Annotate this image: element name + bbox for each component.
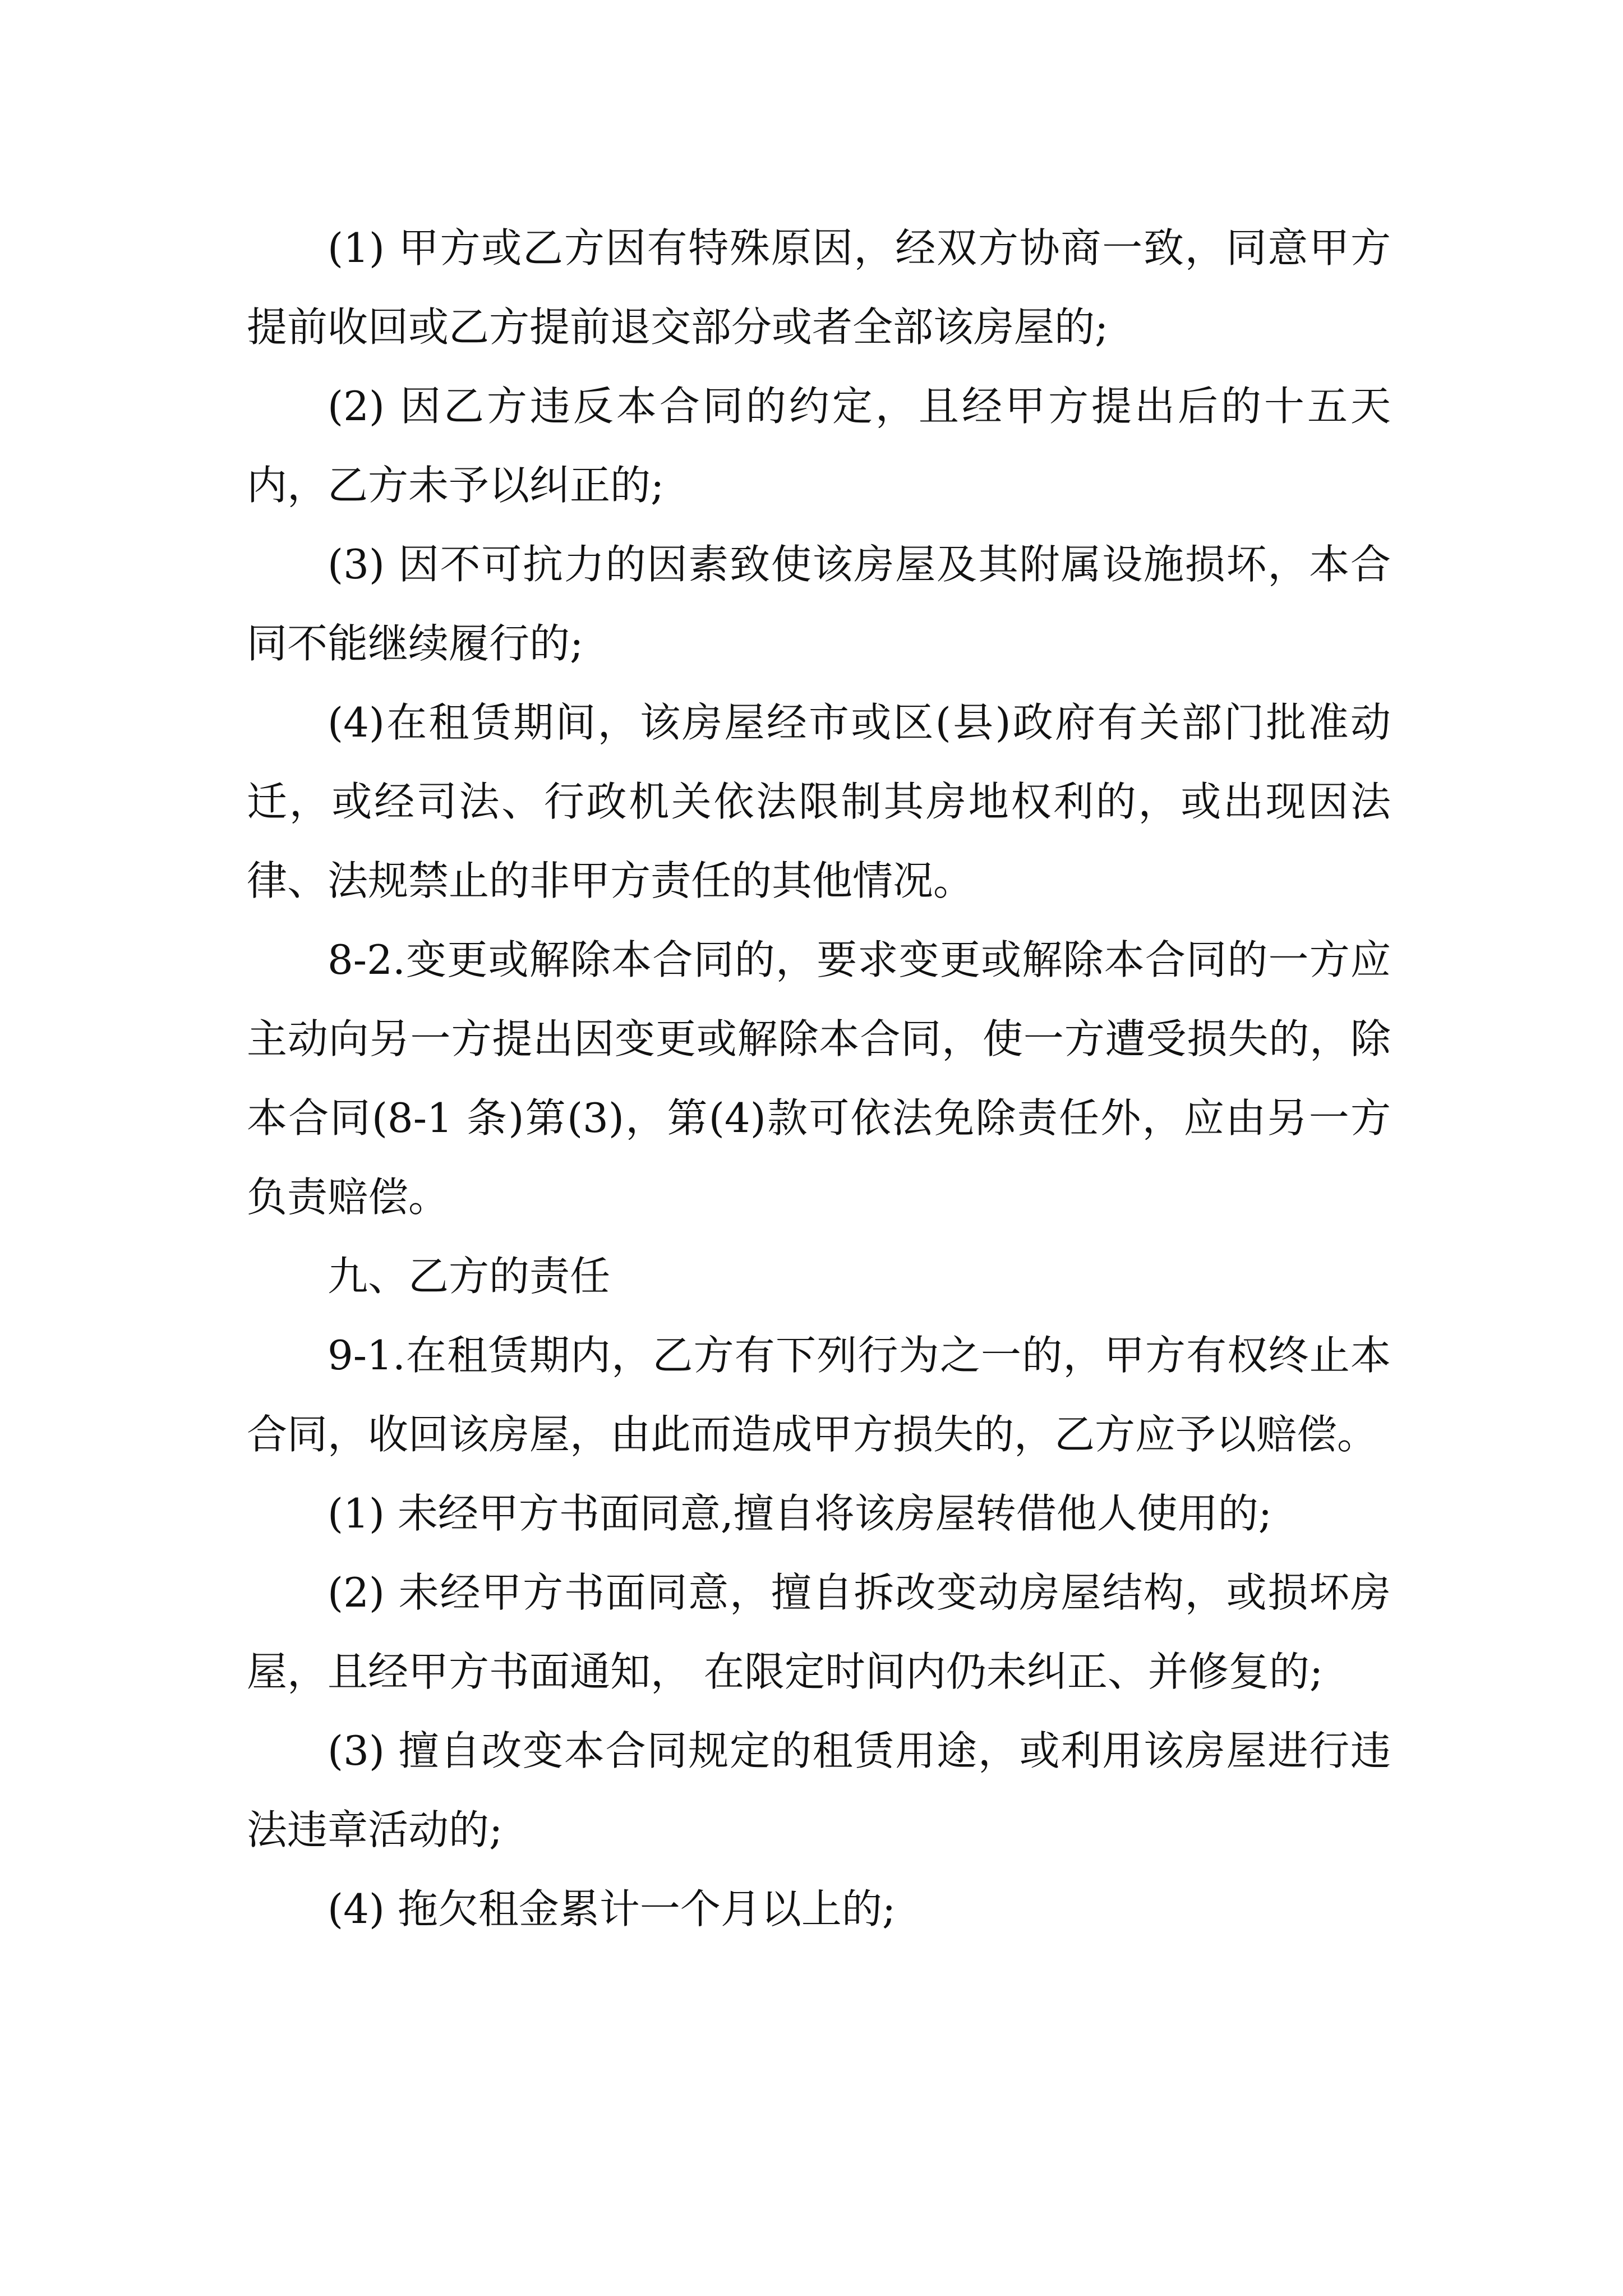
clause-8-1-item-3: (3) 因不可抗力的因素致使该房屋及其附属设施损坏，本合同不能继续履行的; — [247, 541, 1391, 667]
clause-9-1-item-2: (2) 未经甲方书面同意，擅自拆改变动房屋结构，或损坏房屋，且经甲方书面通知， 在限定时间内仍未纠正、并修复的; — [247, 1569, 1391, 1695]
clause-8-1-item-4: (4)在租赁期间，该房屋经市或区(县)政府有关部门批准动迁，或经司法、行政机关依法限制其房地权利的，或出现因法律、法规禁止的非甲方责任的其他情况。 — [247, 699, 1391, 904]
clause-9-1-item-1: (1) 未经甲方书面同意,擅自将该房屋转借他人使用的; — [328, 1490, 1272, 1537]
clause-9-1: 9-1.在租赁期内，乙方有下列行为之一的，甲方有权终止本合同，收回该房屋，由此而造成甲方损失的，乙方应予以赔偿。 — [247, 1332, 1391, 1458]
clause-9-1-item-4: (4) 拖欠租金累计一个月以上的; — [328, 1885, 896, 1932]
document-body — [247, 209, 1391, 1949]
clause-9-1-item-3: (3) 擅自改变本合同规定的租赁用途，或利用该房屋进行违法违章活动的; — [247, 1727, 1391, 1853]
clause-8-1-item-2: (2) 因乙方违反本合同的约定，且经甲方提出后的十五天内，乙方未予以纠正的; — [247, 383, 1391, 509]
clause-8-2: 8-2.变更或解除本合同的，要求变更或解除本合同的一方应主动向另一方提出因变更或解除本合同，使一方遭受损失的，除本合同(8-1 条)第(3)，第(4)款可依法免除责任外，应由另一方负责赔偿。 — [247, 936, 1391, 1221]
clause-8-1-item-1: (1) 甲方或乙方因有特殊原因，经双方协商一致，同意甲方提前收回或乙方提前退交部分或者全部该房屋的; — [247, 224, 1391, 351]
section-heading-9: 九、乙方的责任 — [328, 1253, 611, 1300]
